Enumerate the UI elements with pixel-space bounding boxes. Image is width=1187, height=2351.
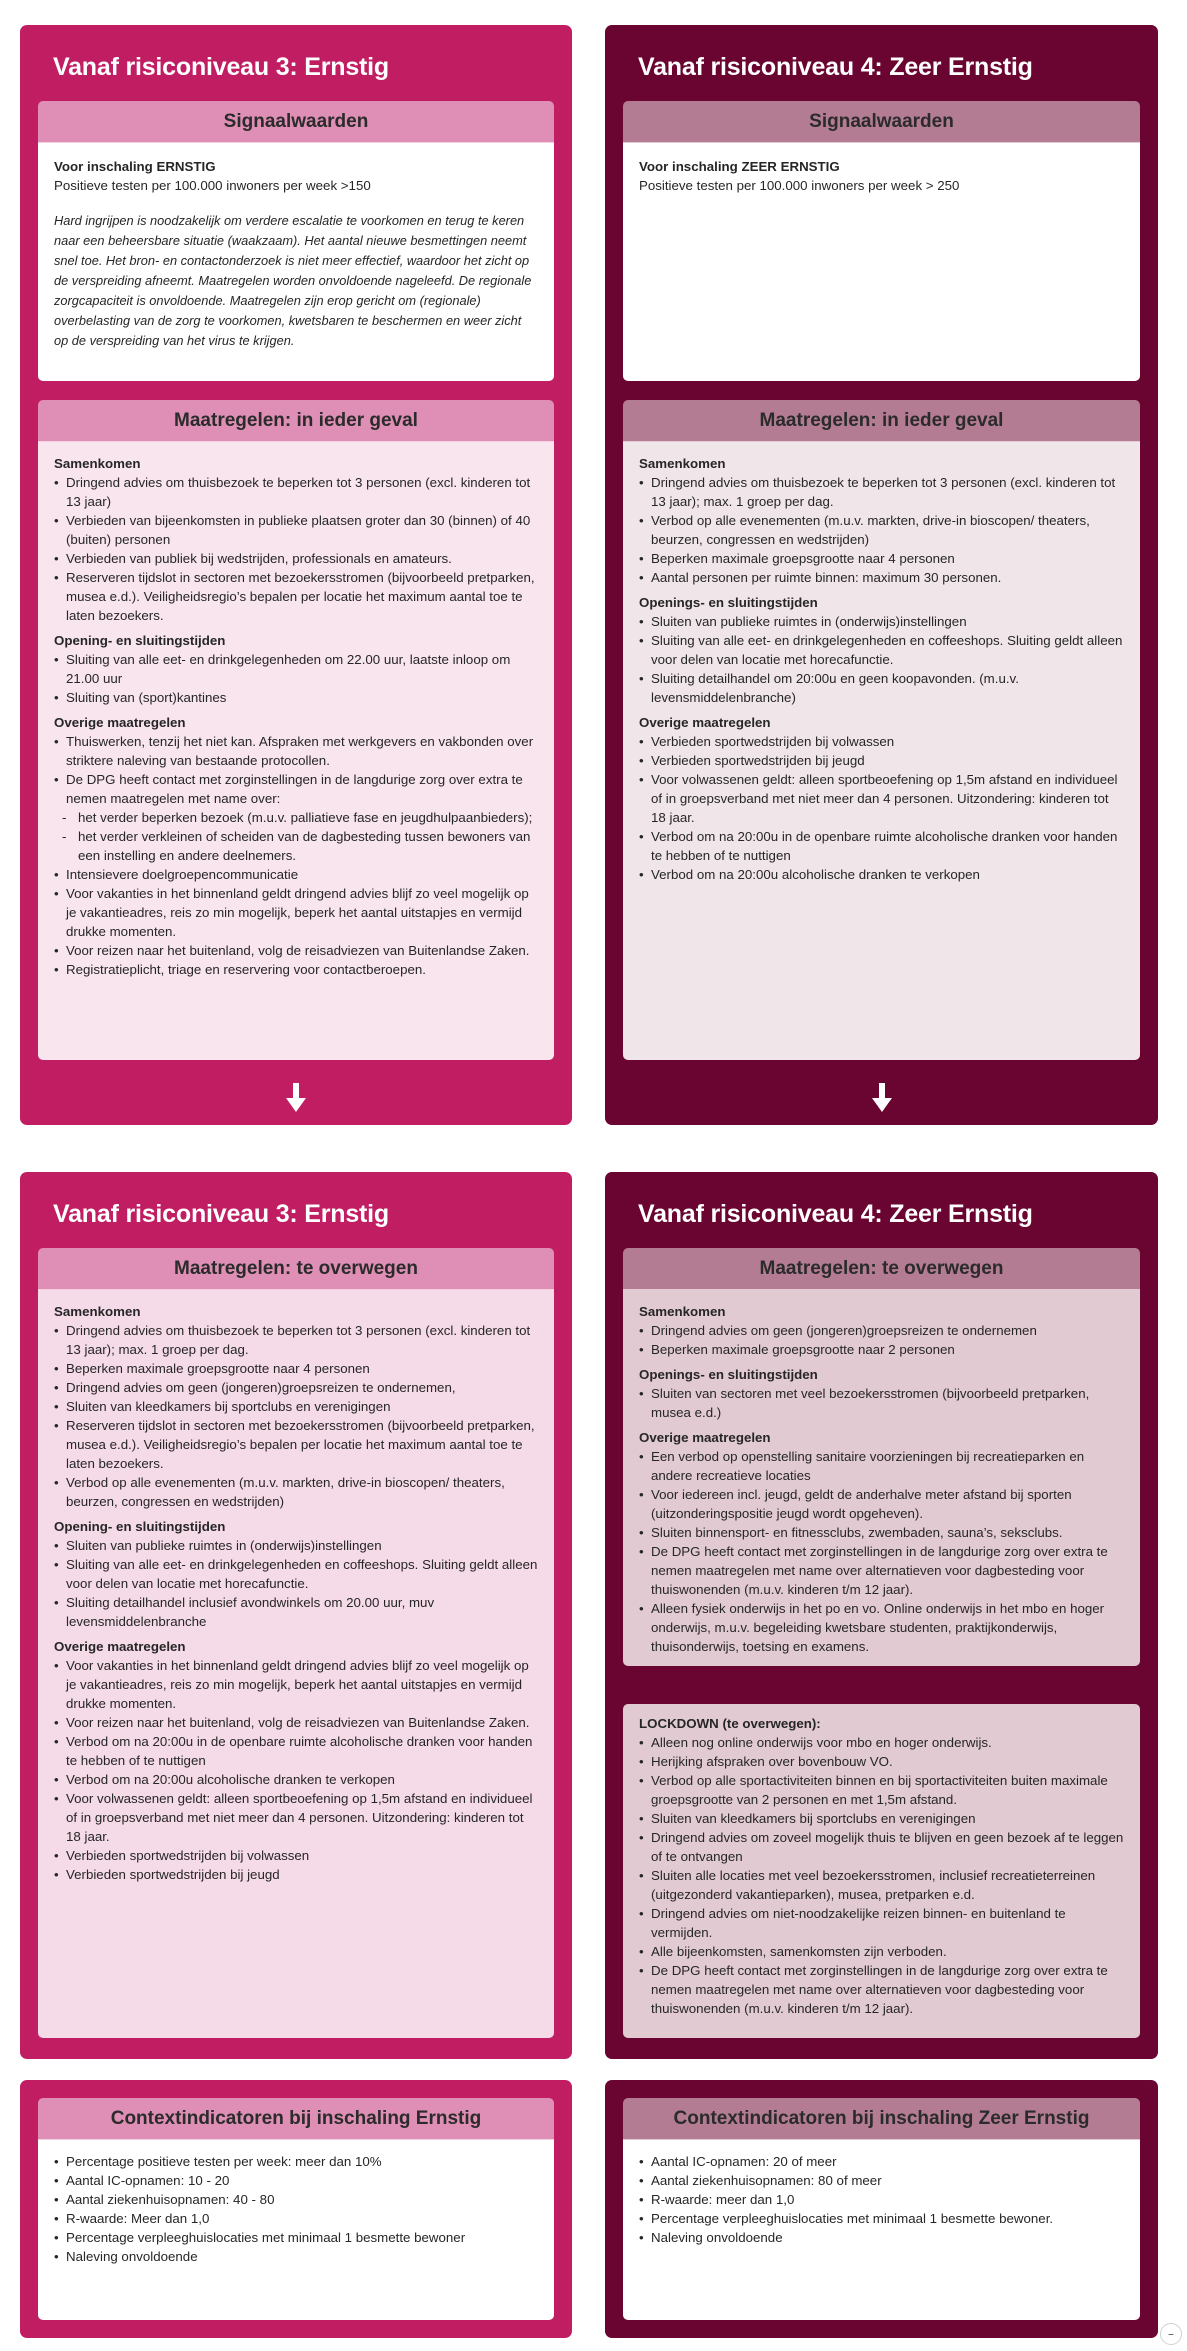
list-item: • De DPG heeft contact met zorginstellingen in de langdurige zorg over extra te nemen maatregelen met name over alternatieven voor dagbesteding voor thuiswonenden (m.u.v. kinderen t/m 12 jaar). [639,1961,1124,2018]
consider-header: Maatregelen: te overwegen [38,1248,554,1290]
list-item: • Verbieden van bijeenkomsten in publieke plaatsen groter dan 30 (binnen) of 40 (buiten) personen [54,511,538,549]
signal-value: Positieve testen per 100.000 inwoners per week >150 [54,178,371,193]
list-item: • Sluiten van publieke ruimtes in (onderwijs)instellingen [639,612,1124,631]
list-item: • Naleving onvoldoende [54,2247,538,2266]
sub-list [54,808,538,865]
scroll-to-top-button[interactable]: – [1160,2323,1182,2345]
list-item: • Een verbod op openstelling sanitaire voorzieningen bij recreatieparken en andere recreatieve locaties [639,1447,1124,1485]
section-title: Openings- en sluitingstijden [639,595,818,610]
list-item: • Percentage verpleeghuislocaties met minimaal 1 besmette bewoner [54,2228,538,2247]
consider-box [623,1248,1140,1666]
section-title: Openings- en sluitingstijden [639,1367,818,1382]
list [54,865,538,979]
list-item: • R-waarde: Meer dan 1,0 [54,2209,538,2228]
panel-level3-top [20,25,572,1125]
list-item: • Thuiswerken, tenzij het niet kan. Afspraken met werkgevers en vakbonden over striktere naleving van bestaande protocollen. [54,732,538,770]
list-item: • Percentage positieve testen per week: meer dan 10% [54,2152,538,2171]
list-item: • Sluiten alle locaties met veel bezoekersstromen, inclusief recreatieterreinen (uitgezonderd vakantieparken), musea, pretparken e.d. [639,1866,1124,1904]
list-item: • Verbod om na 20:00u alcoholische dranken te verkopen [54,1770,538,1789]
list-item: • Herijking afspraken over bovenbouw VO. [639,1752,1124,1771]
list [54,732,538,808]
list-item: • Percentage verpleeghuislocaties met minimaal 1 besmette bewoner. [639,2209,1124,2228]
list-item: • Verbod om na 20:00u in de openbare ruimte alcoholische dranken voor handen te hebben of te nuttigen [639,827,1124,865]
list-item: • Dringend advies om zoveel mogelijk thuis te blijven en geen bezoek af te leggen of te ontvangen [639,1828,1124,1866]
list-item: • Naleving onvoldoende [639,2228,1124,2247]
list-item: • Verbod op alle evenementen (m.u.v. markten, drive-in bioscopen/ theaters, beurzen, congressen en wedstrijden) [54,1473,538,1511]
list [54,1321,538,1511]
list [639,1733,1124,2018]
list-item: • Verbieden sportwedstrijden bij volwassen [639,732,1124,751]
panel-level4-top [605,25,1158,1125]
panel-title: Vanaf risiconiveau 3: Ernstig [53,1200,389,1228]
measures-box [38,400,554,1060]
arrow-down-icon [871,1083,893,1113]
list-item: • R-waarde: meer dan 1,0 [639,2190,1124,2209]
list [54,1536,538,1631]
signal-label: Voor inschaling ZEER ERNSTIG [639,159,840,174]
sub-list-item: - het verder beperken bezoek (m.u.v. palliatieve fase en jeugdhulpaanbieders); [54,808,538,827]
list [54,1656,538,1884]
list-item: • Sluiten van kleedkamers bij sportclubs en verenigingen [639,1809,1124,1828]
list-item: • De DPG heeft contact met zorginstellingen in de langdurige zorg over extra te nemen maatregelen met name over alternatieven voor dagbesteding voor thuiswonenden (m.u.v. kinderen t/m 12 jaar). [639,1542,1124,1599]
list-item: • Aantal IC-opnamen: 20 of meer [639,2152,1124,2171]
list [639,732,1124,884]
list-item: • Alleen nog online onderwijs voor mbo en hoger onderwijs. [639,1733,1124,1752]
list-item: • Intensievere doelgroepencommunicatie [54,865,538,884]
panel-level3-context [20,2080,572,2338]
list-item: • Registratieplicht, triage en reservering voor contactberoepen. [54,960,538,979]
list-item: • Aantal ziekenhuisopnamen: 40 - 80 [54,2190,538,2209]
list-item: • Verbieden van publiek bij wedstrijden, professionals en amateurs. [54,549,538,568]
panel-title: Vanaf risiconiveau 4: Zeer Ernstig [638,1200,1033,1228]
list-item: • Dringend advies om thuisbezoek te beperken tot 3 personen (excl. kinderen tot 13 jaar) [54,473,538,511]
context-header: Contextindicatoren bij inschaling Ernstig [38,2098,554,2140]
section-title: Samenkomen [54,1304,141,1319]
list-item: • Aantal personen per ruimte binnen: maximum 30 personen. [639,568,1124,587]
arrow-down-icon [285,1083,307,1113]
list-item: • Dringend advies om geen (jongeren)groepsreizen te ondernemen, [54,1378,538,1397]
section-title: Opening- en sluitingstijden [54,633,226,648]
list-item: • Sluiten binnensport- en fitnessclubs, zwembaden, sauna’s, seksclubs. [639,1523,1124,1542]
list-item: • Sluiting van alle eet- en drinkgelegenheden om 22.00 uur, laatste inloop om 21.00 uur [54,650,538,688]
panel-level3-bottom [20,1172,572,2059]
list-item: • Reserveren tijdslot in sectoren met bezoekersstromen (bijvoorbeeld pretparken, musea e.d.). Veiligheidsregio’s bepalen per locatie het maximum aantal toe te laten bezoekers. [54,1416,538,1473]
list-item: • Verbod om na 20:00u in de openbare ruimte alcoholische dranken voor handen te hebben of te nuttigen [54,1732,538,1770]
list-item: • Dringend advies om thuisbezoek te beperken tot 3 personen (excl. kinderen tot 13 jaar); max. 1 groep per dag. [54,1321,538,1359]
list-item: • Sluiting van (sport)kantines [54,688,538,707]
sub-list-item: - het verder verkleinen of scheiden van de dagbesteding tussen bewoners van een instelling en andere deelnemers. [54,827,538,865]
list-item: • Voor reizen naar het buitenland, volg de reisadviezen van Buitenlandse Zaken. [54,1713,538,1732]
list-item: • Beperken maximale groepsgrootte naar 4 personen [54,1359,538,1378]
list [639,1447,1124,1656]
section-title: Samenkomen [54,456,141,471]
panel-level4-bottom [605,1172,1158,2059]
list-item: • Sluiting van alle eet- en drinkgelegenheden en coffeeshops. Sluiting geldt alleen voor delen van locatie met horecafunctie. [54,1555,538,1593]
list-item: • Voor vakanties in het binnenland geldt dringend advies blijf zo veel mogelijk op je vakantieadres, reis zo min mogelijk, beperk het aantal uitstapjes en vermijd drukke momenten. [54,1656,538,1713]
list-item: • Voor vakanties in het binnenland geldt dringend advies blijf zo veel mogelijk op je vakantieadres, reis zo min mogelijk, beperk het aantal uitstapjes en vermijd drukke momenten. [54,884,538,941]
list-item: • Sluiten van kleedkamers bij sportclubs en verenigingen [54,1397,538,1416]
list-item: • Sluiten van publieke ruimtes in (onderwijs)instellingen [54,1536,538,1555]
signal-header: Signaalwaarden [623,101,1140,143]
signal-header: Signaalwaarden [38,101,554,143]
list-item: • Dringend advies om niet-noodzakelijke reizen binnen- en buitenland te vermijden. [639,1904,1124,1942]
list-item: • Sluiting detailhandel inclusief avondwinkels om 20.00 uur, muv levensmiddelenbranche [54,1593,538,1631]
signal-box [623,101,1140,381]
measures-header: Maatregelen: in ieder geval [38,400,554,442]
measures-box [623,400,1140,1060]
section-title: Samenkomen [639,1304,726,1319]
section-title: Overige maatregelen [54,715,186,730]
list-item: • Beperken maximale groepsgrootte naar 2 personen [639,1340,1124,1359]
list-item: • Dringend advies om thuisbezoek te beperken tot 3 personen (excl. kinderen tot 13 jaar); max. 1 groep per dag. [639,473,1124,511]
list [54,650,538,707]
measures-header: Maatregelen: in ieder geval [623,400,1140,442]
section-title: Overige maatregelen [54,1639,186,1654]
list [54,2152,538,2266]
list-item: • Voor volwassenen geldt: alleen sportbeoefening op 1,5m afstand en individueel of in groepsverband met niet meer dan 4 personen. Uitzondering: kinderen tot 18 jaar. [639,770,1124,827]
list-item: • Dringend advies om geen (jongeren)groepsreizen te ondernemen [639,1321,1124,1340]
list-item: • Verbieden sportwedstrijden bij volwassen [54,1846,538,1865]
consider-header: Maatregelen: te overwegen [623,1248,1140,1290]
list-item: • Reserveren tijdslot in sectoren met bezoekersstromen (bijvoorbeeld pretparken, musea e.d.). Veiligheidsregio’s bepalen per locatie het maximum aantal toe te laten bezoekers. [54,568,538,625]
section-title: Overige maatregelen [639,715,771,730]
lockdown-box [623,1704,1140,2038]
context-header: Contextindicatoren bij inschaling Zeer Ernstig [623,2098,1140,2140]
list [639,1384,1124,1422]
signal-value: Positieve testen per 100.000 inwoners per week > 250 [639,178,960,193]
list-item: • Alle bijeenkomsten, samenkomsten zijn verboden. [639,1942,1124,1961]
list-item: • Aantal IC-opnamen: 10 - 20 [54,2171,538,2190]
list-item: • Beperken maximale groepsgrootte naar 4 personen [639,549,1124,568]
context-box [623,2098,1140,2320]
signal-description: Hard ingrijpen is noodzakelijk om verdere escalatie te voorkomen en terug te keren naar een beheersbare situatie (waakzaam). Het aantal nieuwe besmettingen neemt snel toe. Het bron- en contactonderzoek is niet meer effectief, waardoor het zicht op de verspreiding afneemt. Maatregelen worden onvoldoende nageleefd. De regionale zorgcapaciteit is onvoldoende. Maatregelen zijn erop gericht om (regionale) overbelasting van de zorg te voorkomen, kwetsbaren te beschermen en weer zicht op de verspreiding van het virus te krijgen. [54,213,532,348]
list-item: • Aantal ziekenhuisopnamen: 80 of meer [639,2171,1124,2190]
list [639,1321,1124,1359]
list-item: • Verbod om na 20:00u alcoholische dranken te verkopen [639,865,1124,884]
section-title: Overige maatregelen [639,1430,771,1445]
panel-title: Vanaf risiconiveau 4: Zeer Ernstig [638,53,1033,81]
list-item: • Verbieden sportwedstrijden bij jeugd [54,1865,538,1884]
panel-level4-context [605,2080,1158,2338]
list-item: • Sluiting detailhandel om 20:00u en geen koopavonden. (m.u.v. levensmiddelenbranche) [639,669,1124,707]
consider-box [38,1248,554,2038]
section-title: Opening- en sluitingstijden [54,1519,226,1534]
list-item: • Verbod op alle sportactiviteiten binnen en bij sportactiviteiten buiten maximale groepsgrootte van 2 personen en met 1,5m afstand. [639,1771,1124,1809]
lockdown-title: LOCKDOWN (te overwegen): [639,1716,821,1731]
list [639,612,1124,707]
list [639,2152,1124,2247]
list-item: • Verbod op alle evenementen (m.u.v. markten, drive-in bioscopen/ theaters, beurzen, congressen en wedstrijden) [639,511,1124,549]
signal-label: Voor inschaling ERNSTIG [54,159,216,174]
context-box [38,2098,554,2320]
list [54,473,538,625]
list-item: • De DPG heeft contact met zorginstellingen in de langdurige zorg over extra te nemen maatregelen met name over: [54,770,538,808]
signal-box [38,101,554,381]
panel-title: Vanaf risiconiveau 3: Ernstig [53,53,389,81]
list-item: • Voor reizen naar het buitenland, volg de reisadviezen van Buitenlandse Zaken. [54,941,538,960]
list [639,473,1124,587]
list-item: • Sluiting van alle eet- en drinkgelegenheden en coffeeshops. Sluiting geldt alleen voor delen van locatie met horecafunctie. [639,631,1124,669]
list-item: • Verbieden sportwedstrijden bij jeugd [639,751,1124,770]
list-item: • Alleen fysiek onderwijs in het po en vo. Online onderwijs in het mbo en hoger onderwijs, m.u.v. begeleiding kwetsbare studenten, praktijkonderwijs, thuisonderwijs, toetsing en examens. [639,1599,1124,1656]
list-item: • Voor iedereen incl. jeugd, geldt de anderhalve meter afstand bij sporten (uitzonderingspositie jeugd wordt opgeheven). [639,1485,1124,1523]
list-item: • Voor volwassenen geldt: alleen sportbeoefening op 1,5m afstand en individueel of in groepsverband met niet meer dan 4 personen. Uitzondering: kinderen tot 18 jaar. [54,1789,538,1846]
section-title: Samenkomen [639,456,726,471]
list-item: • Sluiten van sectoren met veel bezoekersstromen (bijvoorbeeld pretparken, musea e.d.) [639,1384,1124,1422]
